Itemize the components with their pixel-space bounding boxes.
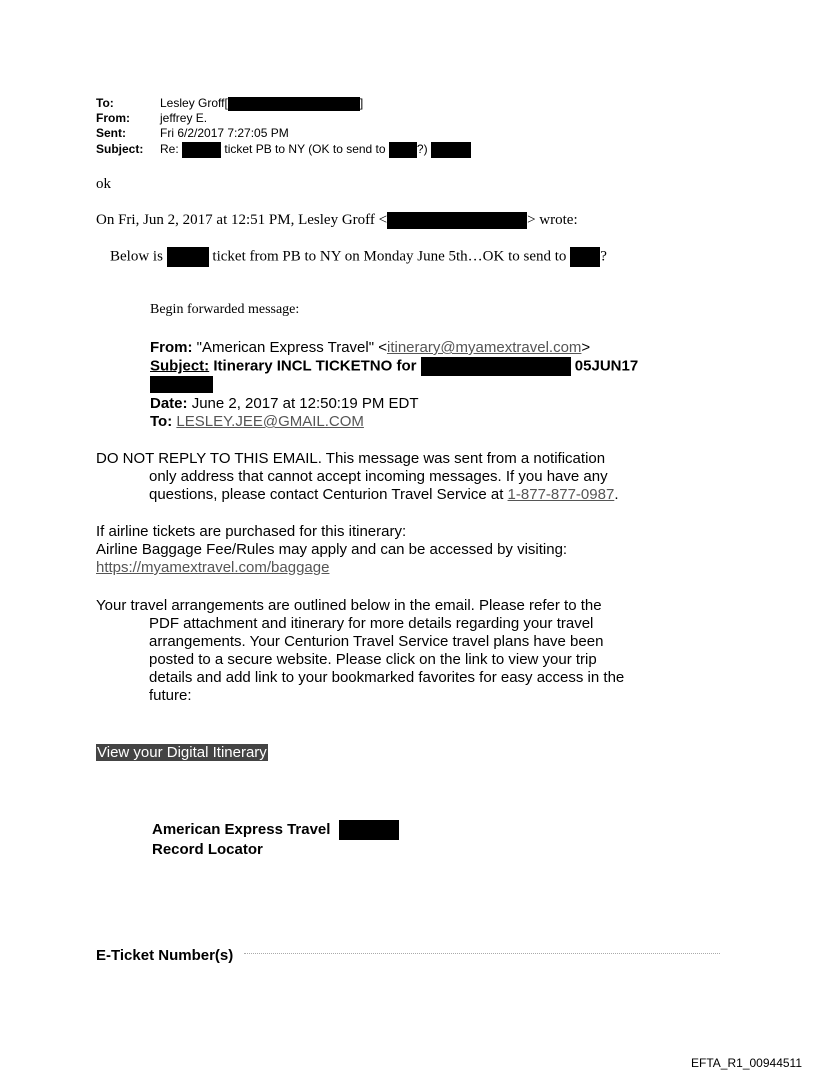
phone-link[interactable]: 1-877-877-0987 bbox=[507, 486, 615, 503]
forwarded-subject-label: Subject: bbox=[150, 357, 210, 375]
header-sent-label: Sent: bbox=[96, 126, 126, 140]
arrangements-line: PDF attachment and itinerary for more details regarding your travel bbox=[149, 615, 594, 632]
forwarded-from-name: "American Express Travel" < bbox=[196, 339, 387, 356]
notice-line bbox=[96, 486, 676, 504]
header-subject-label: Subject: bbox=[96, 142, 144, 157]
forwarded-to-row bbox=[150, 413, 364, 431]
record-locator-block bbox=[152, 820, 399, 859]
header-subject-prefix: Re: bbox=[160, 142, 179, 157]
header-to-value: Lesley Groff[ bbox=[160, 96, 228, 111]
digital-itinerary-button-wrap bbox=[96, 744, 268, 762]
forwarded-from-close: > bbox=[581, 339, 591, 356]
quote-body-mid: ticket from PB to NY on Monday June 5th…OK to send to bbox=[212, 248, 567, 265]
notice-line-text: questions, please contact Centurion Travel Service at bbox=[149, 486, 504, 503]
notice-line: only address that cannot accept incoming messages. If you have any bbox=[149, 468, 608, 485]
forwarded-date-row bbox=[150, 395, 419, 413]
redaction-bar bbox=[150, 376, 213, 393]
forwarded-from-row bbox=[150, 339, 590, 357]
header-sent-row bbox=[96, 127, 289, 140]
forwarded-intro: Begin forwarded message: bbox=[150, 302, 300, 317]
arrangements-line: arrangements. Your Centurion Travel Service travel plans have been bbox=[149, 633, 604, 650]
redaction-bar bbox=[387, 212, 527, 229]
arrangements-line: Your travel arrangements are outlined below in the email. Please refer to the bbox=[96, 597, 602, 614]
redaction-bar bbox=[431, 142, 471, 158]
forwarded-to-email-link[interactable]: LESLEY.JEE@GMAIL.COM bbox=[176, 413, 364, 430]
header-to-close: ] bbox=[359, 96, 364, 111]
reply-text: ok bbox=[96, 176, 111, 192]
arrangements-line: details and add link to your bookmarked favorites for easy access in the bbox=[149, 669, 625, 686]
notice-line-end: . bbox=[614, 486, 619, 503]
footer-id: EFTA_R1_00944511 bbox=[691, 1056, 802, 1070]
redaction-bar bbox=[228, 97, 360, 111]
digital-itinerary-button[interactable]: View your Digital Itinerary bbox=[97, 744, 267, 761]
baggage-link[interactable]: https://myamextravel.com/baggage bbox=[96, 559, 330, 576]
forwarded-date-value: June 2, 2017 at 12:50:19 PM EDT bbox=[191, 395, 419, 412]
forwarded-from-label: From: bbox=[150, 339, 193, 356]
header-from-label: From: bbox=[96, 111, 130, 125]
forwarded-subject-row bbox=[150, 357, 638, 376]
record-locator-subtitle: Record Locator bbox=[152, 841, 263, 859]
header-subject-row bbox=[96, 142, 471, 158]
header-sent-value: Fri 6/2/2017 7:27:05 PM bbox=[160, 126, 289, 140]
header-to-row bbox=[96, 97, 363, 111]
quote-body bbox=[110, 247, 607, 267]
baggage-line: Airline Baggage Fee/Rules may apply and can be accessed by visiting: bbox=[96, 541, 568, 558]
notice-line: DO NOT REPLY TO THIS EMAIL. This message was sent from a notification bbox=[96, 450, 606, 467]
redaction-bar bbox=[421, 357, 571, 376]
redaction-bar bbox=[389, 142, 417, 158]
header-to-label: To: bbox=[96, 96, 114, 111]
eticket-divider bbox=[244, 953, 720, 954]
quote-body-end: ? bbox=[600, 248, 607, 265]
header-subject-mid: ticket PB to NY (OK to send to bbox=[224, 142, 386, 157]
header-subject-end: ?) bbox=[416, 142, 428, 157]
redaction-bar bbox=[570, 247, 600, 267]
redaction-bar bbox=[182, 142, 221, 158]
forwarded-date-label: Date: bbox=[150, 395, 188, 412]
quote-attribution-suffix: > wrote: bbox=[527, 212, 578, 228]
redaction-bar bbox=[167, 247, 209, 267]
baggage-line: If airline tickets are purchased for this itinerary: bbox=[96, 523, 407, 540]
eticket-label: E-Ticket Number(s) bbox=[96, 947, 234, 964]
record-locator-title: American Express Travel bbox=[152, 821, 331, 838]
forwarded-to-label: To: bbox=[150, 413, 173, 430]
redaction-bar bbox=[339, 820, 399, 840]
baggage-paragraph bbox=[96, 523, 676, 577]
arrangements-line: future: bbox=[149, 687, 192, 704]
arrangements-paragraph bbox=[96, 597, 676, 705]
notice-paragraph bbox=[96, 450, 676, 504]
forwarded-subject-date: 05JUN17 bbox=[574, 357, 639, 375]
forwarded-from-email-link[interactable]: itinerary@myamextravel.com bbox=[386, 339, 582, 356]
header-from-row bbox=[96, 112, 207, 125]
quote-attribution-prefix: On Fri, Jun 2, 2017 at 12:51 PM, Lesley Groff < bbox=[96, 212, 388, 228]
arrangements-line: posted to a secure website. Please click on the link to view your trip bbox=[149, 651, 597, 668]
quote-body-prefix: Below is bbox=[110, 248, 163, 265]
header-from-value: jeffrey E. bbox=[160, 111, 208, 125]
quote-attribution bbox=[96, 211, 578, 229]
forwarded-subject-text: Itinerary INCL TICKETNO for bbox=[213, 357, 417, 375]
